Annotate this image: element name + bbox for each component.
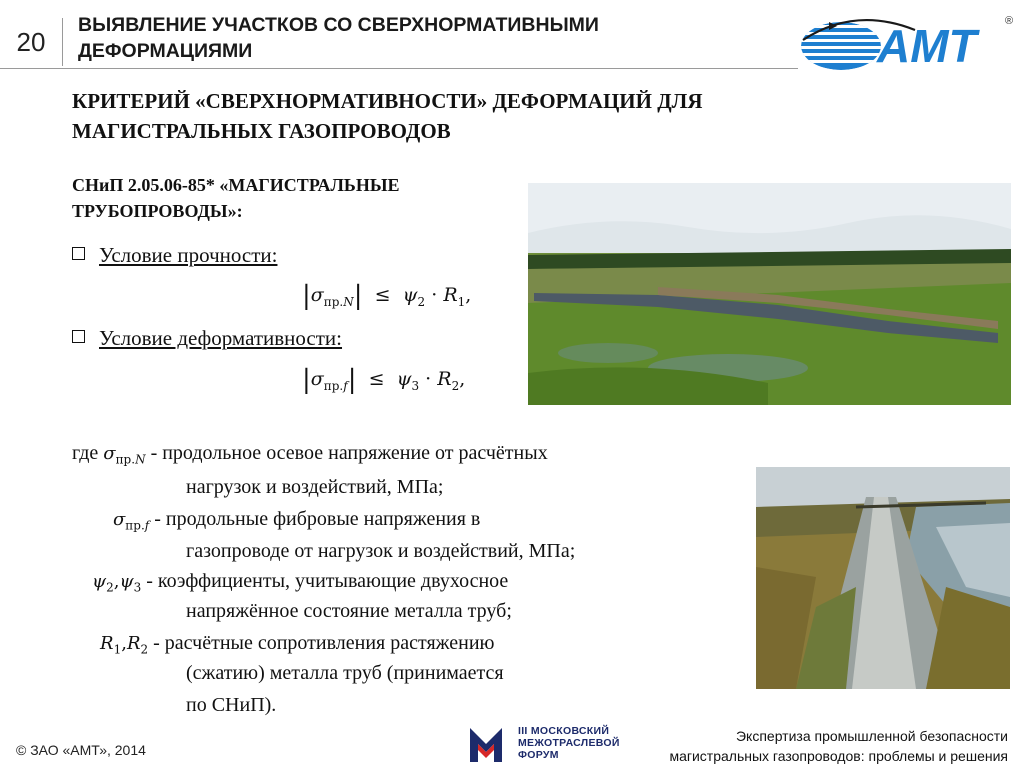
header-divider-horizontal	[0, 68, 798, 69]
symbol-sigma-n: $\sigma_{пр.N}$	[103, 443, 146, 467]
deformation-formula: $|\sigma_{пр.f}| \le \psi_3 \cdot R_2$,	[302, 365, 466, 395]
deformation-condition-label: Условие деформативности:	[99, 326, 343, 350]
strength-formula: $|\sigma_{пр.N}| \le \psi_2 \cdot R_1$,	[302, 281, 472, 311]
definition-psi: $\psi_2,\psi_3$ - коэффициенты, учитывающие двухосное	[92, 570, 509, 595]
checkbox-bullet-icon	[72, 247, 85, 260]
definition-sigma-n: где $\sigma_{пр.N}$ - продольное осевое напряжение от расчётных	[72, 442, 548, 467]
svg-text:АМТ: АМТ	[877, 20, 977, 72]
copyright: © ЗАО «АМТ», 2014	[16, 742, 146, 758]
symbol-sigma-f: $\sigma_{пр.f}$	[113, 509, 150, 533]
strength-condition	[72, 243, 277, 268]
slide-title: ВЫЯВЛЕНИЕ УЧАСТКОВ СО СВЕРХНОРМАТИВНЫМИ ДЕФОРМАЦИЯМИ	[78, 14, 599, 62]
definition-r-cont: (сжатию) металла труб (принимается	[186, 662, 504, 684]
symbol-r-pair: $R_1,R_2$	[100, 633, 149, 657]
deformation-condition	[72, 326, 342, 351]
snip-reference: СНиП 2.05.06-85* «МАГИСТРАЛЬНЫЕ ТРУБОПРОВОДЫ»:	[72, 175, 400, 221]
svg-text:®: ®	[1005, 15, 1014, 27]
amt-logo	[795, 10, 1021, 72]
presentation-caption: Экспертиза промышленной безопасности магистральных газопроводов: проблемы и решения	[669, 728, 1008, 764]
definition-sigma-n-cont: нагрузок и воздействий, МПа;	[186, 476, 444, 498]
definition-psi-cont: напряжённое состояние металла труб;	[186, 600, 512, 622]
definition-r-cont2: по СНиП).	[186, 694, 277, 716]
pipeline-bog-photo	[528, 183, 1011, 405]
symbol-psi-pair: $\psi_2,\psi_3$	[92, 571, 142, 595]
pipeline-river-photo	[756, 467, 1010, 689]
checkbox-bullet-icon	[72, 330, 85, 343]
header-divider-vertical	[62, 18, 63, 66]
strength-condition-label: Условие прочности:	[99, 243, 278, 267]
definition-r: $R_1,R_2$ - расчётные сопротивления растяжению	[100, 632, 495, 657]
slide-number: 20	[16, 27, 46, 57]
main-heading: КРИТЕРИЙ «СВЕРХНОРМАТИВНОСТИ» ДЕФОРМАЦИЙ ДЛЯ МАГИСТРАЛЬНЫХ ГАЗОПРОВОДОВ	[72, 89, 703, 143]
definition-sigma-f-cont: газопроводе от нагрузок и воздействий, МПа;	[186, 540, 576, 562]
forum-name: III МОСКОВСКИЙ МЕЖОТРАСЛЕВОЙ ФОРУМ	[518, 725, 620, 761]
definition-sigma-f: $\sigma_{пр.f}$ - продольные фибровые напряжения в	[113, 508, 481, 533]
